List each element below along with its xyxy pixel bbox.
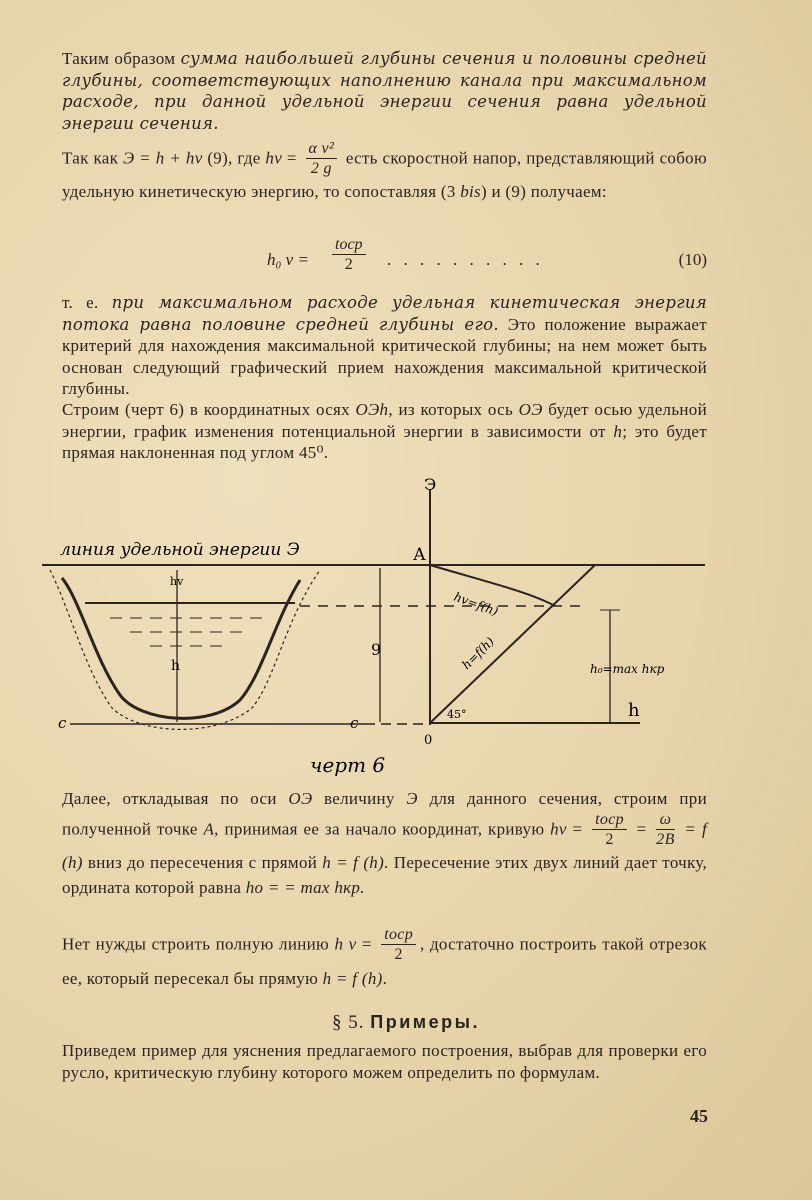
figure-chert-6: [0, 470, 812, 790]
p3-rest: Это положение выражает критерий для нахождения максимальной критической глубины; на нем может быть основан следующий графический прием нахождения максимальной критической глубины.: [62, 314, 707, 398]
p5-f1-num: tocp: [592, 811, 627, 830]
p5-a: Далее, откладывая по оси: [62, 789, 289, 808]
p5-c: для данного сечения, строим при полученной точке: [62, 789, 707, 839]
p5-d: , принимая ее за начало координат, кривую: [214, 819, 545, 839]
section-heading: [0, 1012, 812, 1034]
p5-f1-den: 2: [605, 831, 614, 848]
hv-small-label: hv: [170, 575, 184, 588]
h-axis-label: h: [628, 700, 640, 721]
p6-eq: =: [356, 934, 378, 954]
p2-hv: hv: [265, 148, 283, 168]
p5-fraction-1: [592, 811, 627, 850]
channel-hatching: [50, 570, 320, 729]
eq10-frac-den: 2: [344, 256, 353, 273]
p6-hv: h v: [334, 934, 357, 954]
p5-eq: =: [566, 819, 589, 839]
p5-fraction-2: [656, 811, 674, 850]
p1-italic: сумма наибольшей глубины сечения и половины средней глубины, соответствующих наполнению канала при максимальном расходе, при данной удельной энергии сечения равна удельной энергии сечения.: [62, 49, 707, 133]
energy-line-label: линия удельной энергии Э: [60, 540, 300, 560]
figure-caption: черт 6: [310, 753, 386, 777]
p5-hv: hv: [550, 819, 567, 839]
section-number: § 5.: [332, 1012, 371, 1033]
p7-text: Приведем пример для уяснения предлагаемого построения, выбрав для проверки его русло, критическую глубину которого можем определить по формулам.: [62, 1041, 707, 1082]
p2-eq: =: [282, 148, 302, 168]
eq10-lhs: h₀ v =: [267, 250, 309, 269]
origin-label: 0: [424, 733, 433, 748]
hv-curve-label: hv=f(h): [451, 589, 501, 619]
p4-axes: ОЭh: [355, 400, 389, 419]
p5-axis: ОЭ: [288, 789, 313, 808]
p5-e: Э: [406, 789, 418, 808]
h-left-label: h: [171, 658, 181, 674]
p4-a: Строим (черт 6) в координатных осях: [62, 400, 356, 419]
p2-fraction: [306, 140, 338, 179]
p6-frac-den: 2: [394, 946, 403, 963]
p6-d: .: [382, 969, 388, 988]
paragraph-4: [62, 399, 707, 464]
p4-h: h: [613, 421, 623, 441]
p5-e6: ho = = max hкр.: [245, 878, 365, 897]
p5-b: величину: [312, 789, 407, 808]
eq10-frac-num: tocp: [332, 236, 366, 255]
axis-e-label: Э: [424, 475, 437, 494]
p2-a: Так как: [62, 148, 123, 168]
p2-b: есть скоростной напор, представляющий собою удельную кинетическую энергию, то сопоставляя (3: [62, 148, 707, 201]
p1-lead: Таким образом: [62, 49, 181, 68]
paragraph-5: [62, 786, 707, 900]
c-right-label: c: [350, 714, 359, 732]
p6-fraction: [381, 926, 416, 965]
p3-lead: т. е.: [62, 293, 112, 312]
p6-a: Нет нужды строить полную линию: [62, 934, 335, 954]
paragraph-2: [62, 140, 707, 205]
section-title: Примеры.: [370, 1012, 480, 1032]
paragraph-1: [62, 48, 707, 134]
p6-c: h = f (h): [322, 969, 383, 988]
h0-label: h₀=max hкр: [590, 662, 665, 676]
label-9: 9: [371, 640, 382, 659]
paragraph-3: [62, 292, 707, 400]
p4-c: будет осью удельной энергии, график изменения потенциальной энергии в зависимости от: [62, 400, 707, 441]
eq10-fraction: [332, 236, 366, 275]
c-left-label: c: [58, 714, 67, 732]
p3-italic: при максимальном расходе удельная кинетическая энергия потока равна половине средней глубины его.: [62, 293, 707, 334]
p2-frac-den: 2 g: [310, 160, 332, 177]
p2-frac-num: α v²: [306, 140, 338, 159]
p5-e2: = f (h): [62, 819, 707, 872]
paragraph-7: [62, 1040, 707, 1083]
equation-10: [62, 236, 707, 284]
p5-e4: h = f (h): [322, 853, 385, 872]
p5-pa: А: [203, 819, 215, 839]
p4-b: , из которых ось: [388, 400, 519, 419]
angle-45-label: 45°: [447, 708, 467, 721]
eq10-dots: . . . . . . . . . .: [387, 250, 544, 269]
p5-f2-num: ω: [656, 811, 674, 830]
p2-bis: bis: [460, 182, 481, 201]
p6-b: , достаточно построить такой отрезок ее, который пересекал бы прямую: [62, 934, 707, 988]
p6-frac-num: tocp: [381, 926, 416, 945]
hv-curve: [430, 565, 555, 606]
p4-axis: ОЭ: [518, 400, 543, 419]
p5-e5: . Пересечение этих двух линий дает точку, ордината которой равна: [62, 853, 707, 897]
p2-eq1: Э = h + hv: [122, 148, 203, 168]
eq10-number: (10): [678, 250, 707, 269]
p5-eq2: =: [630, 819, 653, 839]
channel-bed: [62, 578, 300, 718]
paragraph-6: [62, 926, 707, 993]
p5-f2-den: 2B: [656, 831, 675, 848]
p4-d: ; это будет прямая наклоненная под углом 45⁰.: [62, 421, 707, 462]
h-curve-label: h=f(h): [459, 634, 497, 673]
point-a-label: А: [413, 545, 426, 565]
p5-e3: вниз до пересечения с прямой: [82, 853, 323, 872]
p2-c: ) и (9) получаем:: [480, 182, 607, 201]
p2-num9: (9), где: [202, 148, 266, 168]
page-number: 45: [690, 1106, 708, 1126]
